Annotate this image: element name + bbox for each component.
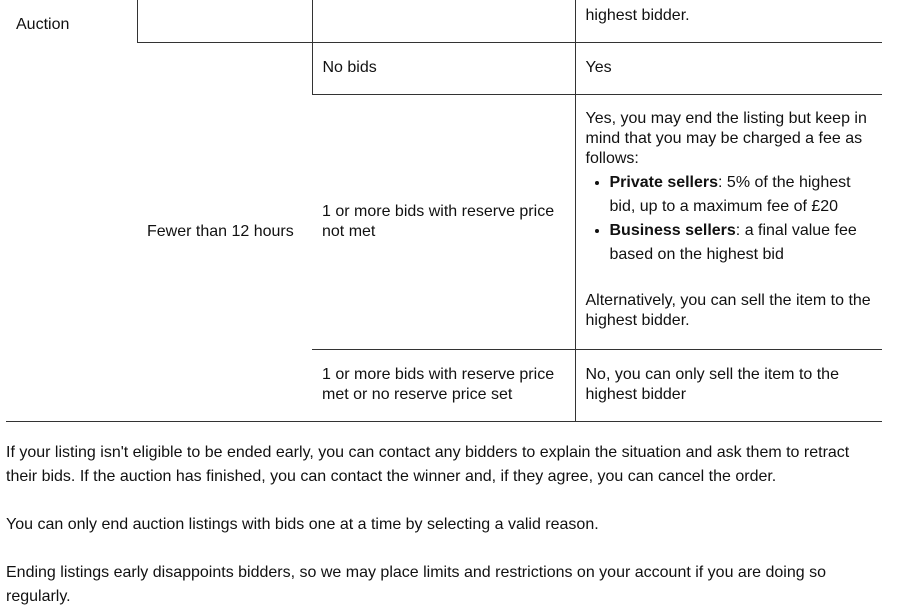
bids-label: 1 or more bids with reserve price not met xyxy=(322,202,555,240)
outcome-text: Yes xyxy=(585,59,612,76)
listing-type-cell xyxy=(6,0,137,421)
bids-label: 1 or more bids with reserve price met or no reserve price set xyxy=(322,366,555,403)
bids-cell-top xyxy=(312,0,575,42)
listing-type-label: Auction xyxy=(16,16,70,33)
bids-label: No bids xyxy=(322,59,377,76)
fee-label: Business sellers xyxy=(609,221,736,239)
note-paragraph: Ending listings early disappoints bidders, so we may place limits and restrictions on your account if you are doing so regularly. xyxy=(6,564,826,605)
note-paragraph: You can only end auction listings with bids one at a time by selecting a valid reason. xyxy=(6,516,599,533)
table-row xyxy=(6,42,882,94)
outcome-text: No, you can only sell the item to the highest bidder xyxy=(585,366,839,403)
time-remaining-cell-top xyxy=(137,0,312,42)
list-item xyxy=(610,219,873,267)
table-row xyxy=(6,0,882,42)
outcome-alternative-text: Alternatively, you can sell the item to the highest bidder. xyxy=(585,291,871,329)
outcome-tail-text: highest bidder. xyxy=(585,6,690,24)
outcome-block xyxy=(576,95,883,331)
fee-text: : a final value fee based on the highest bid xyxy=(609,221,857,263)
notes-section xyxy=(6,441,876,613)
fee-label: Private sellers xyxy=(609,173,719,191)
list-item xyxy=(610,171,873,219)
outcome-cell-top xyxy=(575,0,882,42)
time-remaining-label: Fewer than 12 hours xyxy=(147,222,294,240)
end-listing-rules-table xyxy=(6,0,882,422)
bids-cell xyxy=(312,349,575,421)
note-paragraph: If your listing isn't eligible to be ended early, you can contact any bidders to explain the situation and ask them to retract their bids. If the auction has finished, you can contact the winner and, if they agree, you can cancel the order. xyxy=(6,444,850,485)
bids-cell xyxy=(312,42,575,94)
outcome-intro-text: Yes, you may end the listing but keep in mind that you may be charged a fee as follows: xyxy=(585,109,867,167)
fee-text: : 5% of the highest bid, up to a maximum fee of £20 xyxy=(609,173,851,215)
time-remaining-cell xyxy=(137,42,312,421)
outcome-cell xyxy=(575,42,882,94)
bids-cell xyxy=(312,94,575,349)
outcome-cell xyxy=(575,349,882,421)
fee-list xyxy=(586,171,873,267)
outcome-cell xyxy=(575,94,882,349)
